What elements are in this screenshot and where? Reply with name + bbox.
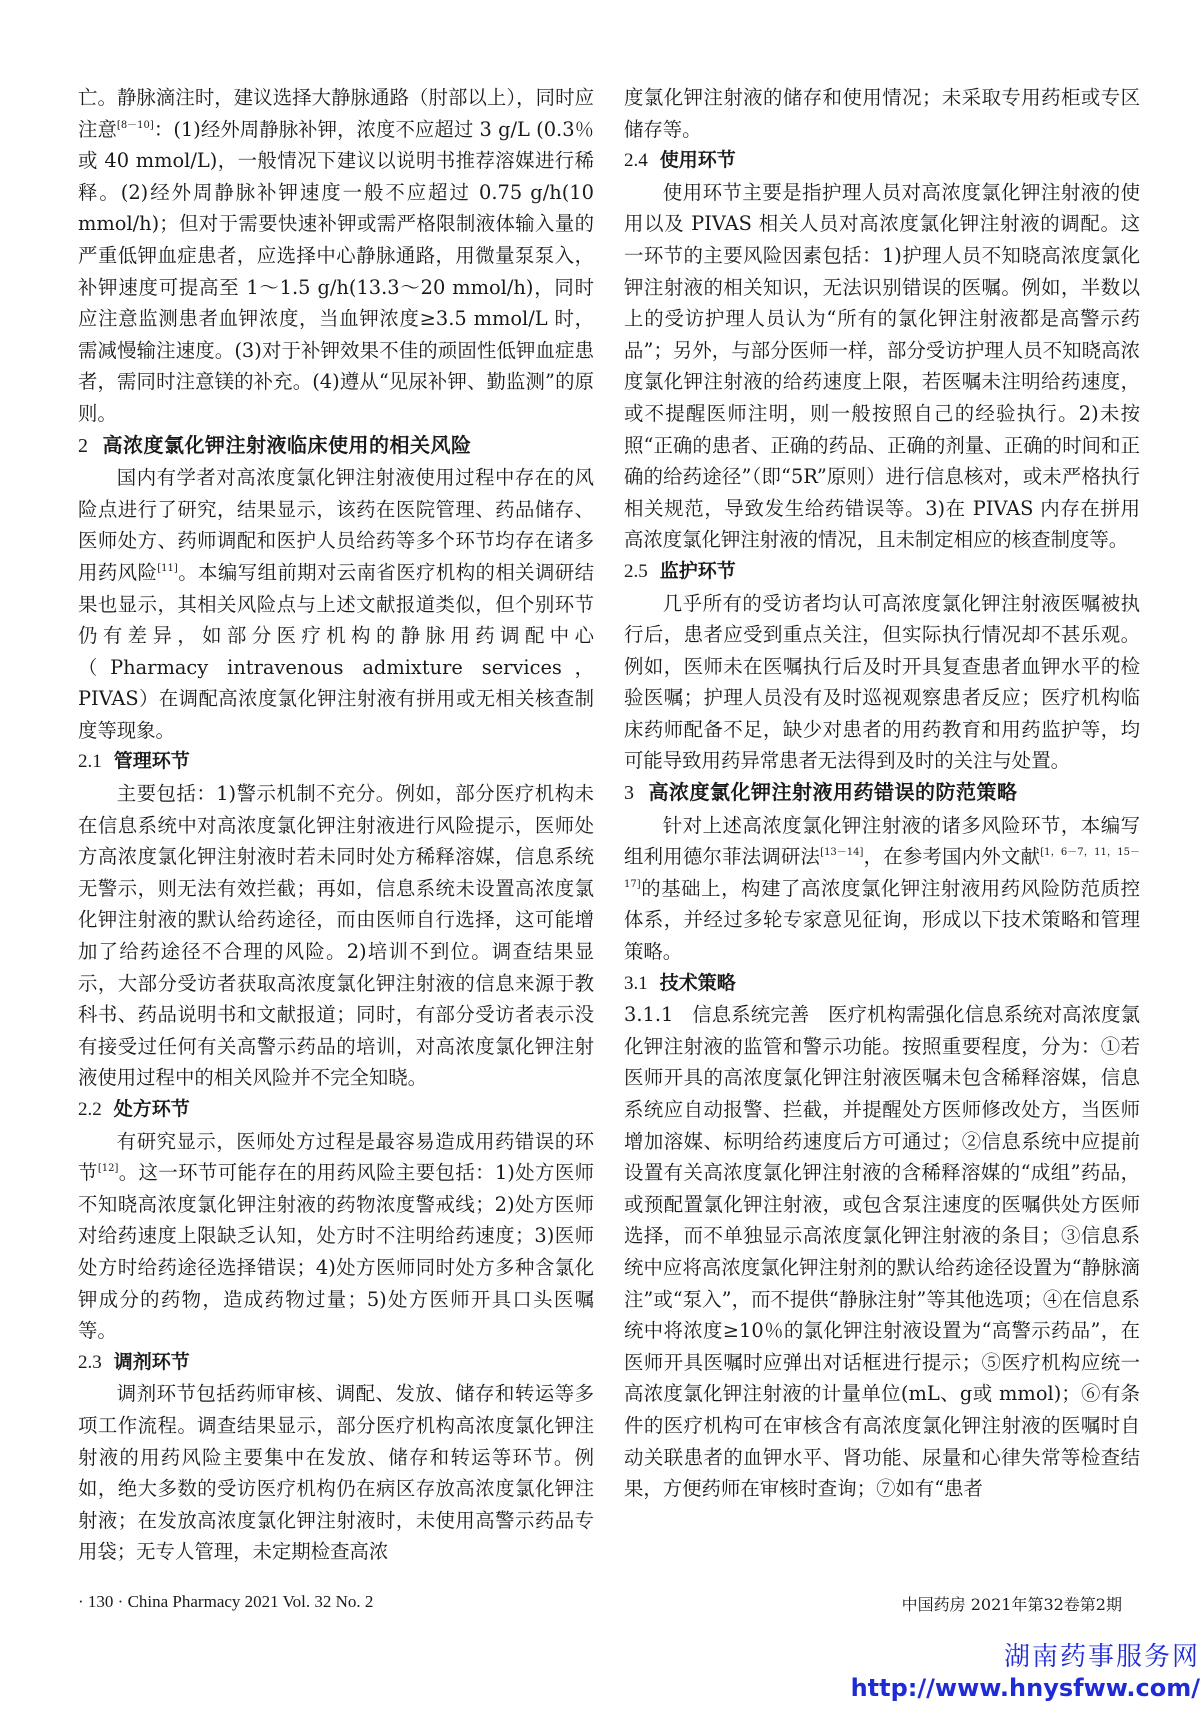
subsection-heading-2-4 <box>624 145 1140 177</box>
section-heading-2 <box>78 430 594 463</box>
section-title: 信息系统完善 <box>692 1003 810 1027</box>
paragraph: 使用环节主要是指护理人员对高浓度氯化钾注射液的使用以及 PIVAS 相关人员对高浓度氯化钾注射液的调配。这一环节的主要风险因素包括：1)护理人员不知晓高浓度氯化钾注射液的相关知识，无法识别错误的医嘱。例如，半数以上的受访护理人员认为“所有的氯化钾注射液都是高警示药品”；另外，与部分医师一样，部分受访护理人员不知晓高浓度氯化钾注射液的给药速度上限，若医嘱未注明给药速度，或不提醒医师注明，则一般按照自己的经验执行。2)未按照“正确的患者、正确的药品、正确的剂量、正确的时间和正确的给药途径”（即“5R”原则）进行信息核对，或未严格执行相关规范，导致发生给药错误等。3)在 PIVAS 内存在拼用高浓度氯化钾注射液的情况，且未制定相应的核查制度等。 <box>624 180 1140 552</box>
section-number: 2 <box>78 434 89 457</box>
section-title: 使用环节 <box>659 149 736 172</box>
watermark-url[interactable]: http://www.hnysfww.com/ <box>850 1674 1200 1702</box>
section-title: 高浓度氯化钾注射液临床使用的相关风险 <box>102 432 472 457</box>
section-number: 3.1.1 <box>624 1003 674 1027</box>
citation: [13－14] <box>820 847 864 859</box>
citation: [8－10] <box>116 119 154 131</box>
section-title: 处方环节 <box>113 1098 190 1120</box>
paragraph: 主要包括：1)警示机制不充分。例如，部分医疗机构未在信息系统中对高浓度氯化钾注射液进行风险提示，医师处方高浓度氯化钾注射液时若未同时处方稀释溶媒，信息系统无警示，则无法有效拦截；再如，信息系统未设置高浓度氯化钾注射液的默认给药途径，而由医师自行选择，这可能增加了给药途径不合理的风险。2)培训不到位。调查结果显示，大部分受访者获取高浓度氯化钾注射液的信息来源于教科书、药品说明书和文献报道；同时，有部分受访者表示没有接受过任何有关高警示药品的培训，对高浓度氯化钾注射液使用过程中的相关风险并不完全知晓。 <box>78 782 594 1090</box>
subsection-heading-2-5 <box>624 556 1140 588</box>
section-number: 2.4 <box>624 150 648 172</box>
paragraph <box>624 810 1140 968</box>
paragraph: 几乎所有的受访者均认可高浓度氯化钾注射液医嘱被执行后，患者应受到重点关注，但实际执行情况却不甚乐观。例如，医师未在医嘱执行后及时开具复查患者血钾水平的检验医嘱；护理人员没有及时巡视观察患者反应；医疗机构临床药师配备不足，缺少对患者的用药教育和用药监护等，均可能导致用药异常患者无法得到及时的关注与处置。 <box>624 591 1140 773</box>
watermark-name: 湖南药事服务网 <box>1003 1642 1200 1672</box>
citation: [1，6－7，11，15－17] <box>624 847 1141 890</box>
section-title: 调剂环节 <box>113 1350 190 1373</box>
text-run: 亡。静脉滴注时，建议选择大静脉通路（肘部以上），同时应注意 <box>78 86 594 141</box>
footer-right: 中国药房 2021年第32卷第2期 <box>901 1595 1122 1614</box>
paragraph-continued <box>78 82 594 430</box>
footer-left: · 130 · China Pharmacy 2021 Vol. 32 No. 2 <box>78 1592 374 1611</box>
text-run: 医疗机构需强化信息系统对高浓度氯化钾注射液的监管和警示功能。按照重要程度，分为：①若医师开具的高浓度氯化钾注射液医嘱未包含稀释溶媒，信息系统应自动报警、拦截，并提醒处方医师修改处方，当医师增加溶媒、标明给药速度后方可通过；②信息系统中应提前设置有关高浓度氯化钾注射液的含稀释溶媒的“成组”药品，或预配置氯化钾注射液，或包含泵注速度的医嘱供处方医师选择，而不单独显示高浓度氯化钾注射液的条目；③信息系统中应将高浓度氯化钾注射剂的默认给药途径设置为“静脉滴注”或“泵入”，而不提供“静脉注射”等其他选项；④在信息系统中将浓度≥10％的氯化钾注射液设置为“高警示药品”，在医师开具医嘱时应弹出对话框进行提示；⑤医疗机构应统一高浓度氯化钾注射液的计量单位(mL、g或 mmol)；⑥有条件的医疗机构可在审核含有高浓度氯化钾注射液的医嘱时自动关联患者的血钾水平、肾功能、尿量和心律失常等检查结果，方便药师在审核时查询；⑦如有“患者 <box>624 1003 1141 1501</box>
paragraph <box>78 1126 594 1347</box>
section-number: 3.1 <box>624 972 648 994</box>
section-title: 管理环节 <box>113 750 190 773</box>
text-run: 有研究显示，医师处方过程是最容易造成用药错误的环节 <box>78 1129 594 1185</box>
text-run: 的基础上，构建了高浓度氯化钾注射液用药风险防范质控体系，并经过多轮专家意见征询，形成以下技术策略和管理策略。 <box>624 876 1140 964</box>
paragraph <box>78 462 594 746</box>
section-number: 2.2 <box>78 1099 102 1120</box>
section-title: 技术策略 <box>659 971 736 994</box>
section-number: 2.1 <box>78 751 102 773</box>
section-title: 高浓度氯化钾注射液用药错误的防范策略 <box>648 780 1018 805</box>
section-heading-3 <box>624 777 1140 810</box>
paragraph-3-1-1 <box>624 999 1140 1505</box>
paragraph: 调剂环节包括药师审核、调配、发放、储存和转运等多项工作流程。调查结果显示，部分医疗机构高浓度氯化钾注射液的用药风险主要集中在发放、储存和转运等环节。例如，绝大多数的受访医疗机构仍在病区存放高浓度氯化钾注射液；在发放高浓度氯化钾注射液时，未使用高警示药品专用袋；无专人管理，未定期检查高浓 <box>78 1382 594 1564</box>
subsection-heading-2-3 <box>78 1347 594 1379</box>
section-number: 2.3 <box>78 1351 102 1373</box>
text-run: 国内有学者对高浓度氯化钾注射液使用过程中存在的风险点进行了研究，结果显示，该药在医院管理、药品储存、医师处方、药师调配和医护人员给药等多个环节均存在诸多用药风险 <box>78 466 594 584</box>
section-number: 3 <box>624 782 635 805</box>
text-run: 。本编写组前期对云南省医疗机构的相关调研结果也显示，其相关风险点与上述文献报道类似，但个别环节仍有差异，如部分医疗机构的静脉用药调配中心（Pharmacy intravenous admixture services，PIVAS）在调配高浓度氯化钾注射液有拼用或无相关核查制度等现象。 <box>78 560 595 742</box>
subsection-heading-2-1 <box>78 746 594 778</box>
left-column <box>78 82 594 1568</box>
text-run: 针对上述高浓度氯化钾注射液的诸多风险环节，本编写组利用德尔菲法调研法 <box>624 813 1140 869</box>
text-run: 。这一环节可能存在的用药风险主要包括：1)处方医师不知晓高浓度氯化钾注射液的药物浓度警戒线；2)处方医师对给药速度上限缺乏认知，处方时不注明给药速度；3)医师处方时给药途径选择错误；4)处方医师同时处方多种含氯化钾成分的药物，造成药物过量；5)处方医师开具口头医嘱等。 <box>78 1161 595 1343</box>
subsection-heading-3-1 <box>624 968 1140 1000</box>
right-column <box>624 82 1140 1505</box>
text-run: ，在参考国内外文献 <box>863 845 1041 869</box>
section-title: 监护环节 <box>659 559 736 582</box>
section-number: 2.5 <box>624 560 648 582</box>
paragraph-continued: 度氯化钾注射液的储存和使用情况；未采取专用药柜或专区储存等。 <box>624 86 1140 141</box>
citation: [12] <box>97 1163 119 1175</box>
text-run: ：(1)经外周静脉补钾，浓度不应超过 3 g/L (0.3％或 40 mmol/L)，一般情况下建议以说明书推荐溶媒进行稀释。(2)经外周静脉补钾速度一般不应超过 0.75 g/h(10 mmol/h)；但对于需要快速补钾或需严格限制液体输入量的严重低钾血症患者，应选择中心静脉通路，用微量泵泵入，补钾速度可提高至 1～1.5 g/h(13.3～20 mmol/h)，同时应注意监测患者血钾浓度，当血钾浓度≥3.5 mmol/L 时，需减慢输注速度。(3)对于补钾效果不佳的顽固性低钾血症患者，需同时注意镁的补充。(4)遵从“见尿补钾、勤监测”的原则。 <box>78 117 594 425</box>
citation: [11] <box>157 562 178 574</box>
subsection-heading-2-2 <box>78 1094 594 1126</box>
